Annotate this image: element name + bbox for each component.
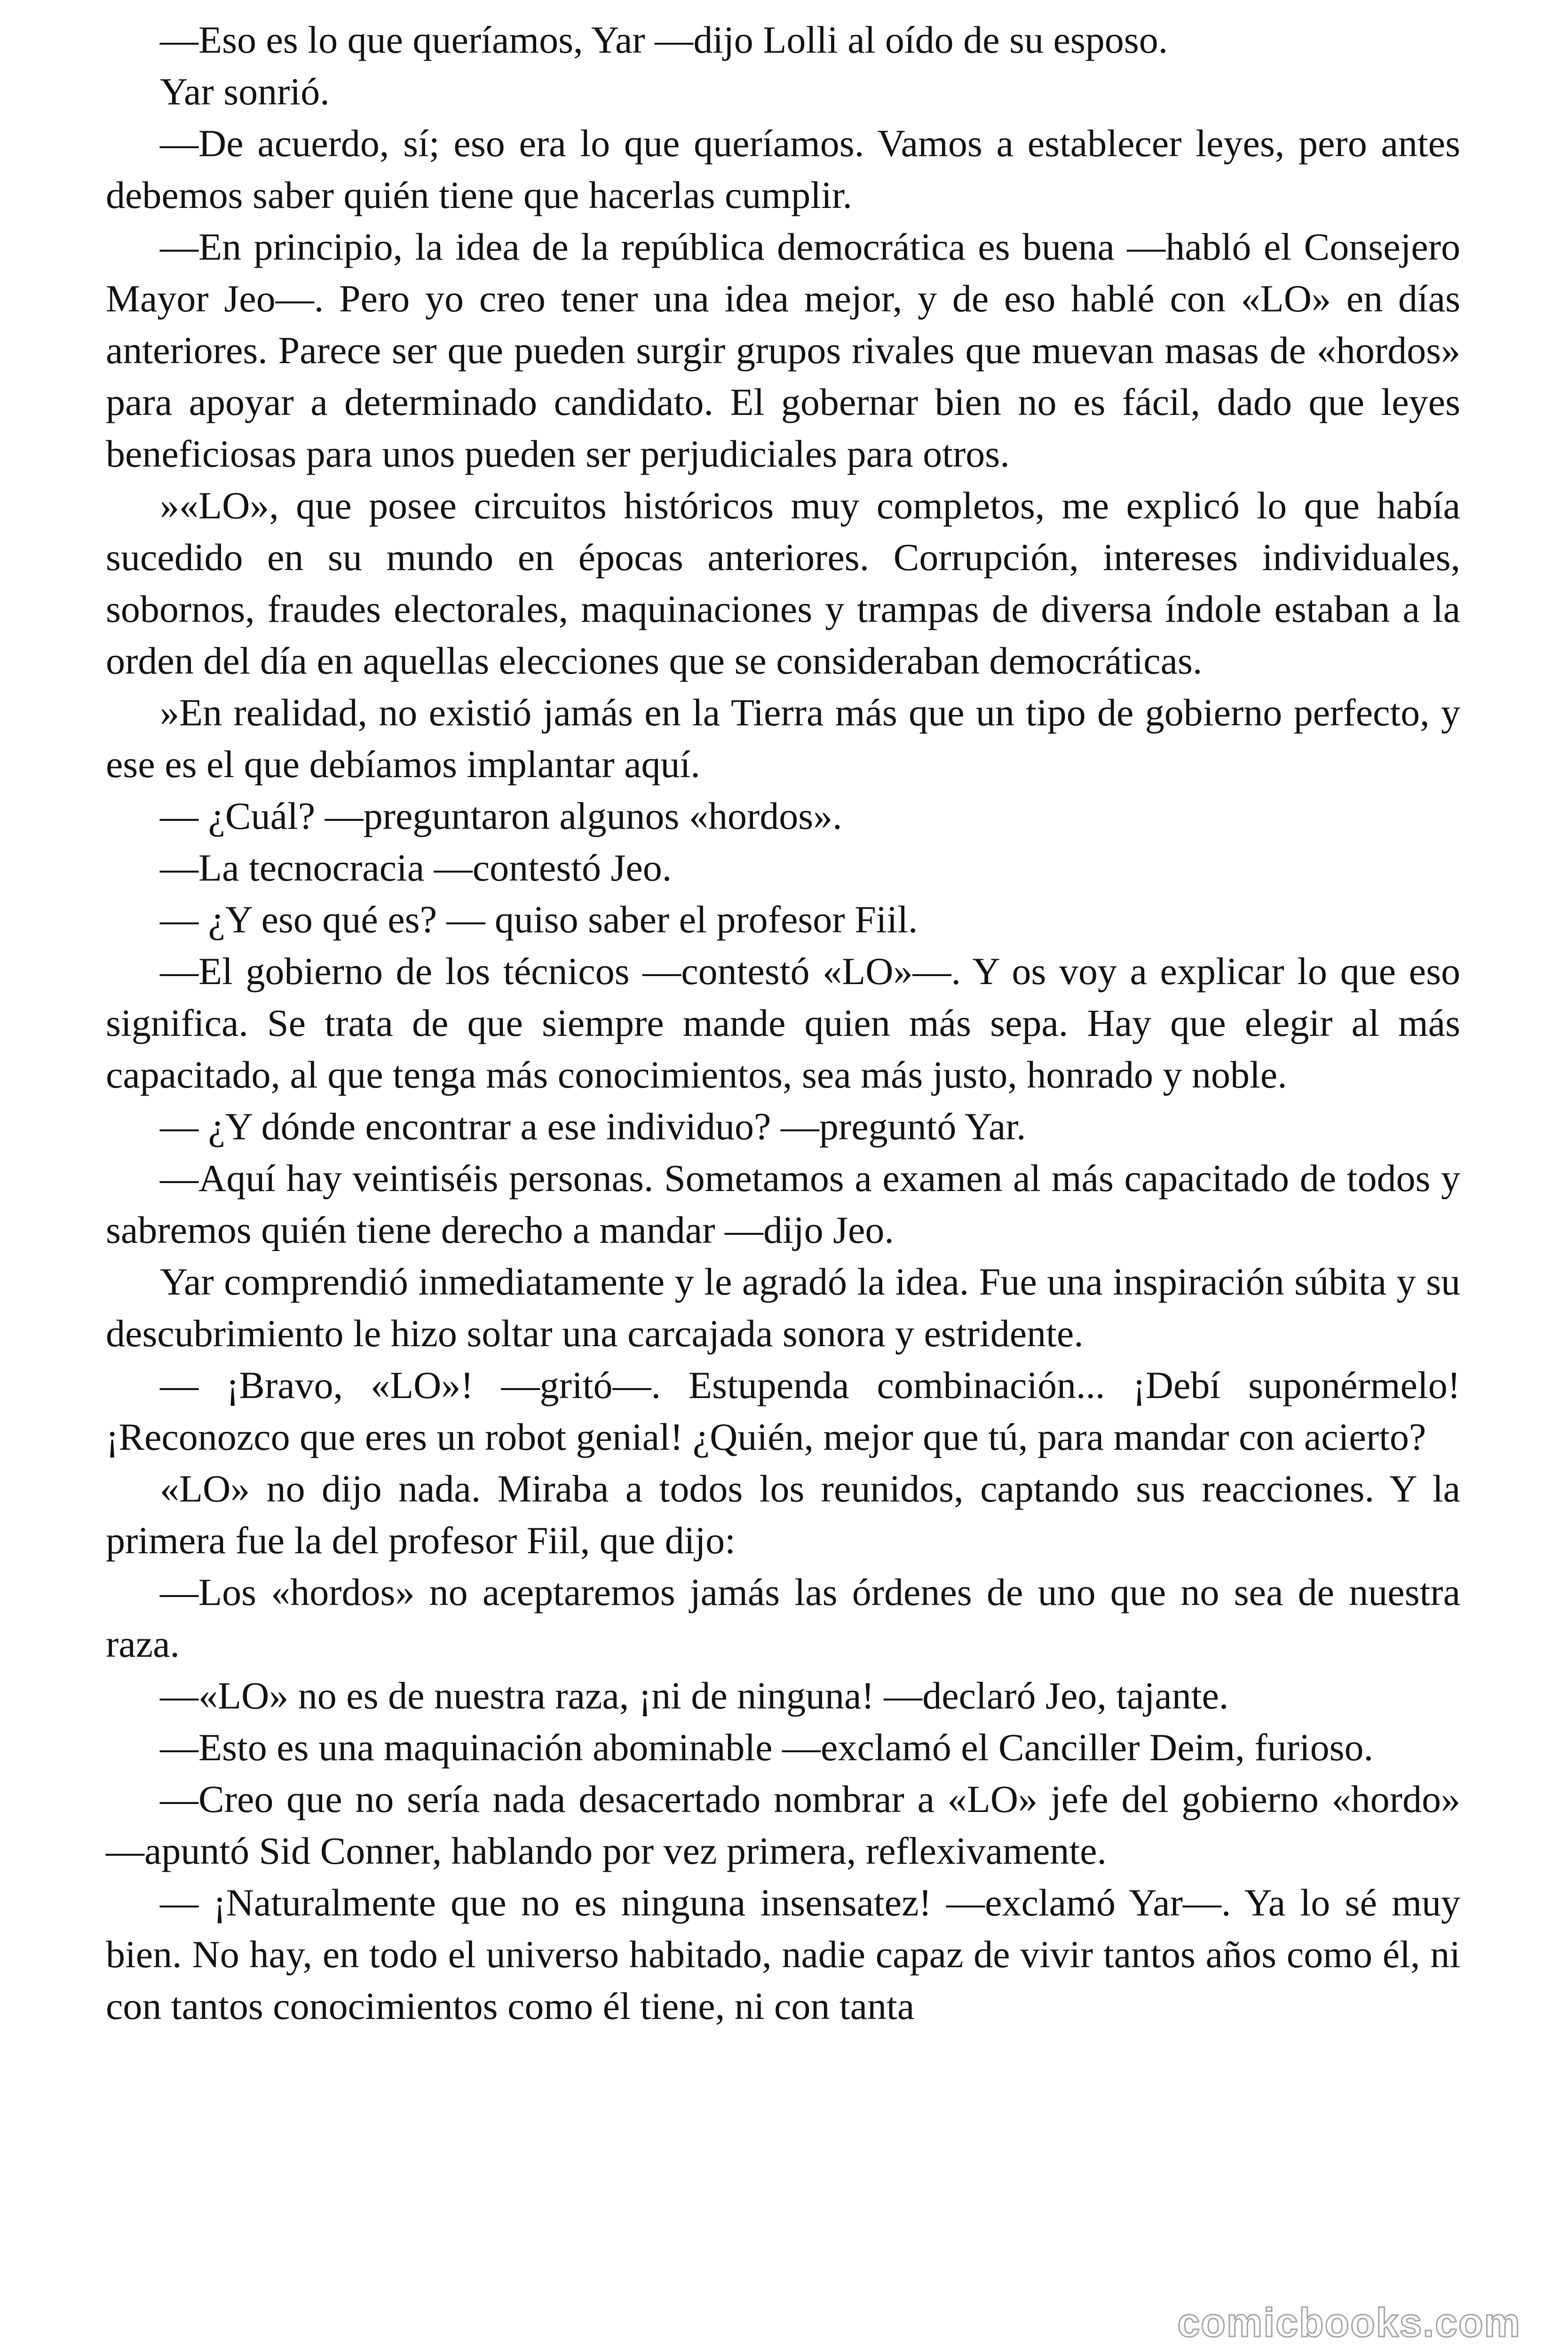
paragraph: —El gobierno de los técnicos —contestó «LO»—. Y os voy a explicar lo que eso significa. Se trata de que siempre mande quien más sepa. Hay que elegir al más capacitado, al que tenga más conocimientos, sea más justo, honrado y noble. bbox=[106, 950, 1460, 1096]
paragraph: —De acuerdo, sí; eso era lo que queríamos. Vamos a establecer leyes, pero antes debemos saber quién tiene que hacerlas cumplir. bbox=[106, 122, 1460, 216]
paragraph: —Los «hordos» no aceptaremos jamás las órdenes de uno que no sea de nuestra raza. bbox=[106, 1571, 1460, 1665]
paragraph: —Creo que no sería nada desacertado nombrar a «LO» jefe del gobierno «hordo» —apuntó Sid Conner, hablando por vez primera, reflexivamente. bbox=[106, 1778, 1460, 1872]
paragraph: — ¿Y dónde encontrar a ese individuo? —preguntó Yar. bbox=[160, 1105, 1026, 1148]
paragraph: —Eso es lo que queríamos, Yar —dijo Lolli al oído de su esposo. bbox=[160, 18, 1168, 61]
paragraph: —La tecnocracia —contestó Jeo. bbox=[160, 846, 672, 889]
paragraph: Yar comprendió inmediatamente y le agradó la idea. Fue una inspiración súbita y su descubrimiento le hizo soltar una carcajada sonora y estridente. bbox=[106, 1260, 1460, 1355]
paragraph: Yar sonrió. bbox=[160, 70, 330, 113]
paragraph: —«LO» no es de nuestra raza, ¡ni de ninguna! —declaró Jeo, tajante. bbox=[160, 1674, 1229, 1717]
paragraph: — ¿Y eso qué es? — quiso saber el profesor Fiil. bbox=[160, 898, 918, 941]
paragraph: —En principio, la idea de la república democrática es buena —habló el Consejero Mayor Jeo—. Pero yo creo tener una idea mejor, y de eso hablé con «LO» en días anteriores. Parece ser que pueden surgir grupos rivales que muevan masas de «hordos» para apoyar a determinado candidato. El gobernar bien no es fácil, dado que leyes beneficiosas para unos pueden ser perjudiciales para otros. bbox=[106, 225, 1460, 475]
watermark: comicbooks.com bbox=[1177, 2300, 1521, 2345]
body-text bbox=[106, 14, 1460, 2032]
paragraph: — ¿Cuál? —preguntaron algunos «hordos». bbox=[160, 795, 842, 837]
paragraph: «LO» no dijo nada. Miraba a todos los reunidos, captando sus reacciones. Y la primera fue la del profesor Fiil, que dijo: bbox=[106, 1467, 1460, 1562]
paragraph: — ¡Bravo, «LO»! —gritó—. Estupenda combinación... ¡Debí suponérmelo! ¡Reconozco que eres un robot genial! ¿Quién, mejor que tú, para mandar con acierto? bbox=[106, 1364, 1460, 1458]
paragraph: — ¡Naturalmente que no es ninguna insensatez! —exclamó Yar—. Ya lo sé muy bien. No hay, en todo el universo habitado, nadie capaz de vivir tantos años como él, ni con tantos conocimientos como él tiene, ni con tanta bbox=[106, 1881, 1460, 2027]
paragraph: »En realidad, no existió jamás en la Tierra más que un tipo de gobierno perfecto, y ese es el que debíamos implantar aquí. bbox=[106, 691, 1460, 786]
paragraph: —Aquí hay veintiséis personas. Sometamos a examen al más capacitado de todos y sabremos quién tiene derecho a mandar —dijo Jeo. bbox=[106, 1157, 1460, 1251]
paragraph: »«LO», que posee circuitos históricos muy completos, me explicó lo que había sucedido en su mundo en épocas anteriores. Corrupción, intereses individuales, sobornos, fraudes electorales, maquinaciones y trampas de diversa índole estaban a la orden del día en aquellas elecciones que se consideraban democráticas. bbox=[106, 484, 1460, 682]
paragraph: —Esto es una maquinación abominable —exclamó el Canciller Deim, furioso. bbox=[160, 1726, 1373, 1769]
